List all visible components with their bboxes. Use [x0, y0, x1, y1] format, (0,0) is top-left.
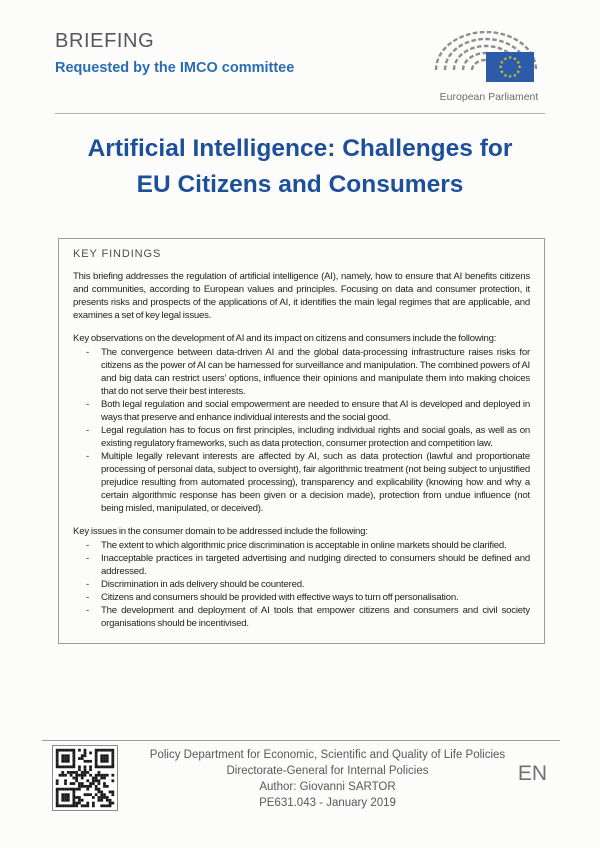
list-item: - The extent to which algorithmic price discrimination is acceptable in online markets should be clarified.: [101, 539, 530, 552]
svg-text:★: ★: [507, 75, 513, 81]
document-title-line2: EU Citizens and Consumers: [136, 171, 464, 198]
reference-date-line: PE631.043 - January 2019: [259, 797, 396, 809]
language-badge: EN: [517, 762, 547, 785]
list-item: - Multiple legally relevant interests are affected by AI, such as data protection (lawful and proportionate processing of personal data, subject to oversight), fair algorithmic treatment (not being subject to unjustified prejudice resulting from automated processing), transparency and explicability (knowing how and why a certain algorithmic response has been given or a decision made), protection from undue influence (not being misled, manipulated, or deceived).: [101, 450, 530, 515]
svg-text:★: ★: [503, 57, 508, 63]
qr-code: [52, 745, 118, 811]
svg-text:★: ★: [499, 61, 504, 66]
doc-type-label: BRIEFING: [55, 30, 155, 52]
svg-text:★: ★: [512, 73, 517, 79]
european-parliament-logo: [428, 24, 550, 106]
footer-imprint: [130, 747, 525, 811]
list-item: - The convergence between data-driven AI and the global data-processing infrastructure raises risks for citizens as the power of AI can be harnessed for surveillance and manipulation. The combined powers of AI and big data can restrict users’ options, influence their opinions and manipulate them into making choices that do not serve their best interests.: [101, 346, 530, 398]
key-findings-box: [58, 238, 545, 644]
svg-text:★: ★: [517, 65, 522, 71]
observations-list: [73, 346, 530, 515]
issues-list: [73, 539, 530, 630]
svg-text:★: ★: [507, 56, 513, 62]
svg-text:★: ★: [512, 57, 517, 63]
svg-text:★: ★: [499, 70, 504, 76]
list-item: - Legal regulation has to focus on first principles, including individual rights and social goals, as well as on existing regulatory frameworks, such as data protection, consumer protection and competition law.: [101, 424, 530, 450]
header-divider: [55, 113, 545, 114]
key-findings-heading: KEY FINDINGS: [73, 248, 162, 260]
list-item: - Citizens and consumers should be provided with effective ways to turn off personalisation.: [101, 591, 530, 604]
list-item: - Inacceptable practices in targeted advertising and nudging directed to consumers should be defined and addressed.: [101, 552, 530, 578]
list-item: - The development and deployment of AI tools that empower citizens and consumers and civil society organisations should be incentivised.: [101, 604, 530, 630]
policy-department-line: Policy Department for Economic, Scientific and Quality of Life Policies: [149, 749, 506, 761]
issues-lead: Key issues in the consumer domain to be addressed include the following:: [73, 526, 368, 537]
svg-text:★: ★: [516, 61, 521, 66]
key-findings-intro: This briefing addresses the regulation of artificial intelligence (AI), namely, how to ensure that AI benefits citizens and communities, according to European values and principles. Focusing on data and consumer protection, it presents risks and prospects of the applications of AI, it identifies the main legal regimes that are applicable, and examines a set of key legal issues.: [73, 271, 530, 321]
list-item: - Both legal regulation and social empowerment are needed to ensure that AI is developed and deployed in ways that preserve and enhance individual interests and the social good.: [101, 398, 530, 424]
list-item: - Discrimination in ads delivery should be countered.: [101, 578, 530, 591]
logo-caption: European Parliament: [439, 91, 539, 103]
document-title: [35, 131, 565, 203]
document-title-line1: Artificial Intelligence: Challenges for: [87, 135, 513, 162]
svg-text:★: ★: [498, 65, 503, 71]
directorate-line: Directorate-General for Internal Policies: [226, 765, 429, 777]
footer-divider: [42, 740, 560, 741]
qr-code-cells: [56, 749, 114, 807]
observations-lead: Key observations on the development of AI and its impact on citizens and consumers include the following:: [73, 333, 497, 344]
requesting-committee-label: Requested by the IMCO committee: [55, 60, 295, 76]
svg-text:★: ★: [516, 70, 521, 76]
author-line: Author: Giovanni SARTOR: [259, 781, 396, 793]
svg-text:★: ★: [503, 73, 508, 79]
